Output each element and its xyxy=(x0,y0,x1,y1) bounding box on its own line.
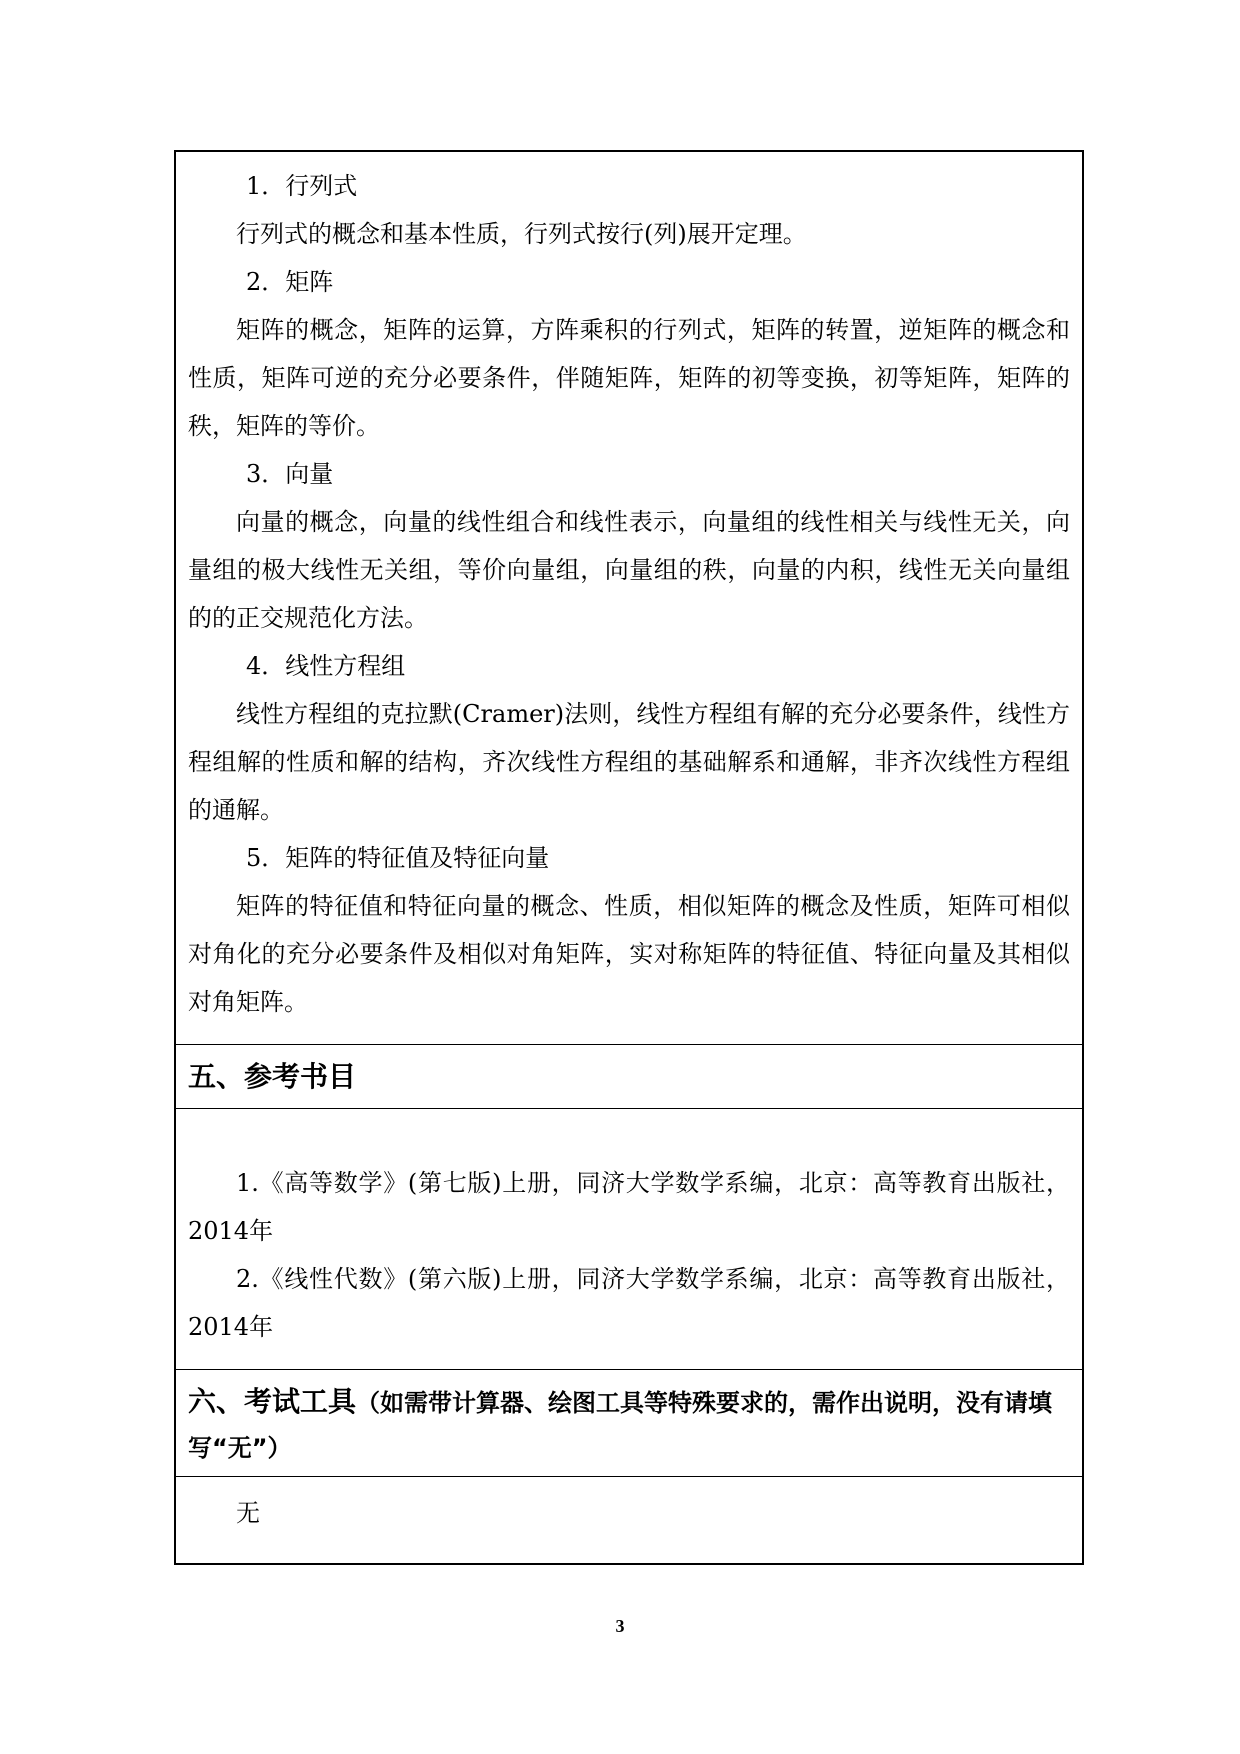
item-title: 1．行列式 xyxy=(246,172,358,200)
form-table xyxy=(174,150,1084,1565)
item-body: 矩阵的特征值和特征向量的概念、性质，相似矩阵的概念及性质，矩阵可相似对角化的充分必要条件及相似对角矩阵，实对称矩阵的特征值、特征向量及其相似对角矩阵。 xyxy=(188,892,1070,1016)
item-body: 线性方程组的克拉默(Cramer)法则，线性方程组有解的充分必要条件，线性方程组解的性质和解的结构，齐次线性方程组的基础解系和通解，非齐次线性方程组的通解。 xyxy=(188,700,1070,824)
item-title: 5．矩阵的特征值及特征向量 xyxy=(246,844,550,872)
page-number: 3 xyxy=(615,1616,625,1636)
item-title: 4．线性方程组 xyxy=(246,652,406,680)
reference-item: 1.《高等数学》(第七版)上册，同济大学数学系编，北京：高等教育出版社，2014年 xyxy=(188,1169,1070,1245)
exam-tools-note: （如需带计算器、绘图工具等特殊要求的，需作出说明，没有请填写“无”） xyxy=(188,1389,1053,1462)
exam-tools-title: 六、考试工具 xyxy=(188,1385,357,1418)
exam-tools-heading xyxy=(176,1370,1082,1477)
item-body: 向量的概念，向量的线性组合和线性表示，向量组的线性相关与线性无关，向量组的极大线性无关组，等价向量组，向量组的秩，向量的内积，线性无关向量组的的正交规范化方法。 xyxy=(188,508,1070,632)
item-body: 矩阵的概念，矩阵的运算，方阵乘积的行列式，矩阵的转置，逆矩阵的概念和性质，矩阵可逆的充分必要条件，伴随矩阵，矩阵的初等变换，初等矩阵，矩阵的秩，矩阵的等价。 xyxy=(188,316,1070,440)
references-cell xyxy=(176,1109,1082,1370)
item-body: 行列式的概念和基本性质，行列式按行(列)展开定理。 xyxy=(236,220,807,248)
exam-tools-answer: 无 xyxy=(236,1499,260,1527)
reference-item: 2.《线性代数》(第六版)上册，同济大学数学系编，北京：高等教育出版社，2014年 xyxy=(188,1265,1070,1341)
references-heading: 五、参考书目 xyxy=(176,1045,1082,1109)
item-title: 3．向量 xyxy=(246,460,334,488)
item-title: 2．矩阵 xyxy=(246,268,334,296)
exam-content-cell xyxy=(176,152,1082,1045)
